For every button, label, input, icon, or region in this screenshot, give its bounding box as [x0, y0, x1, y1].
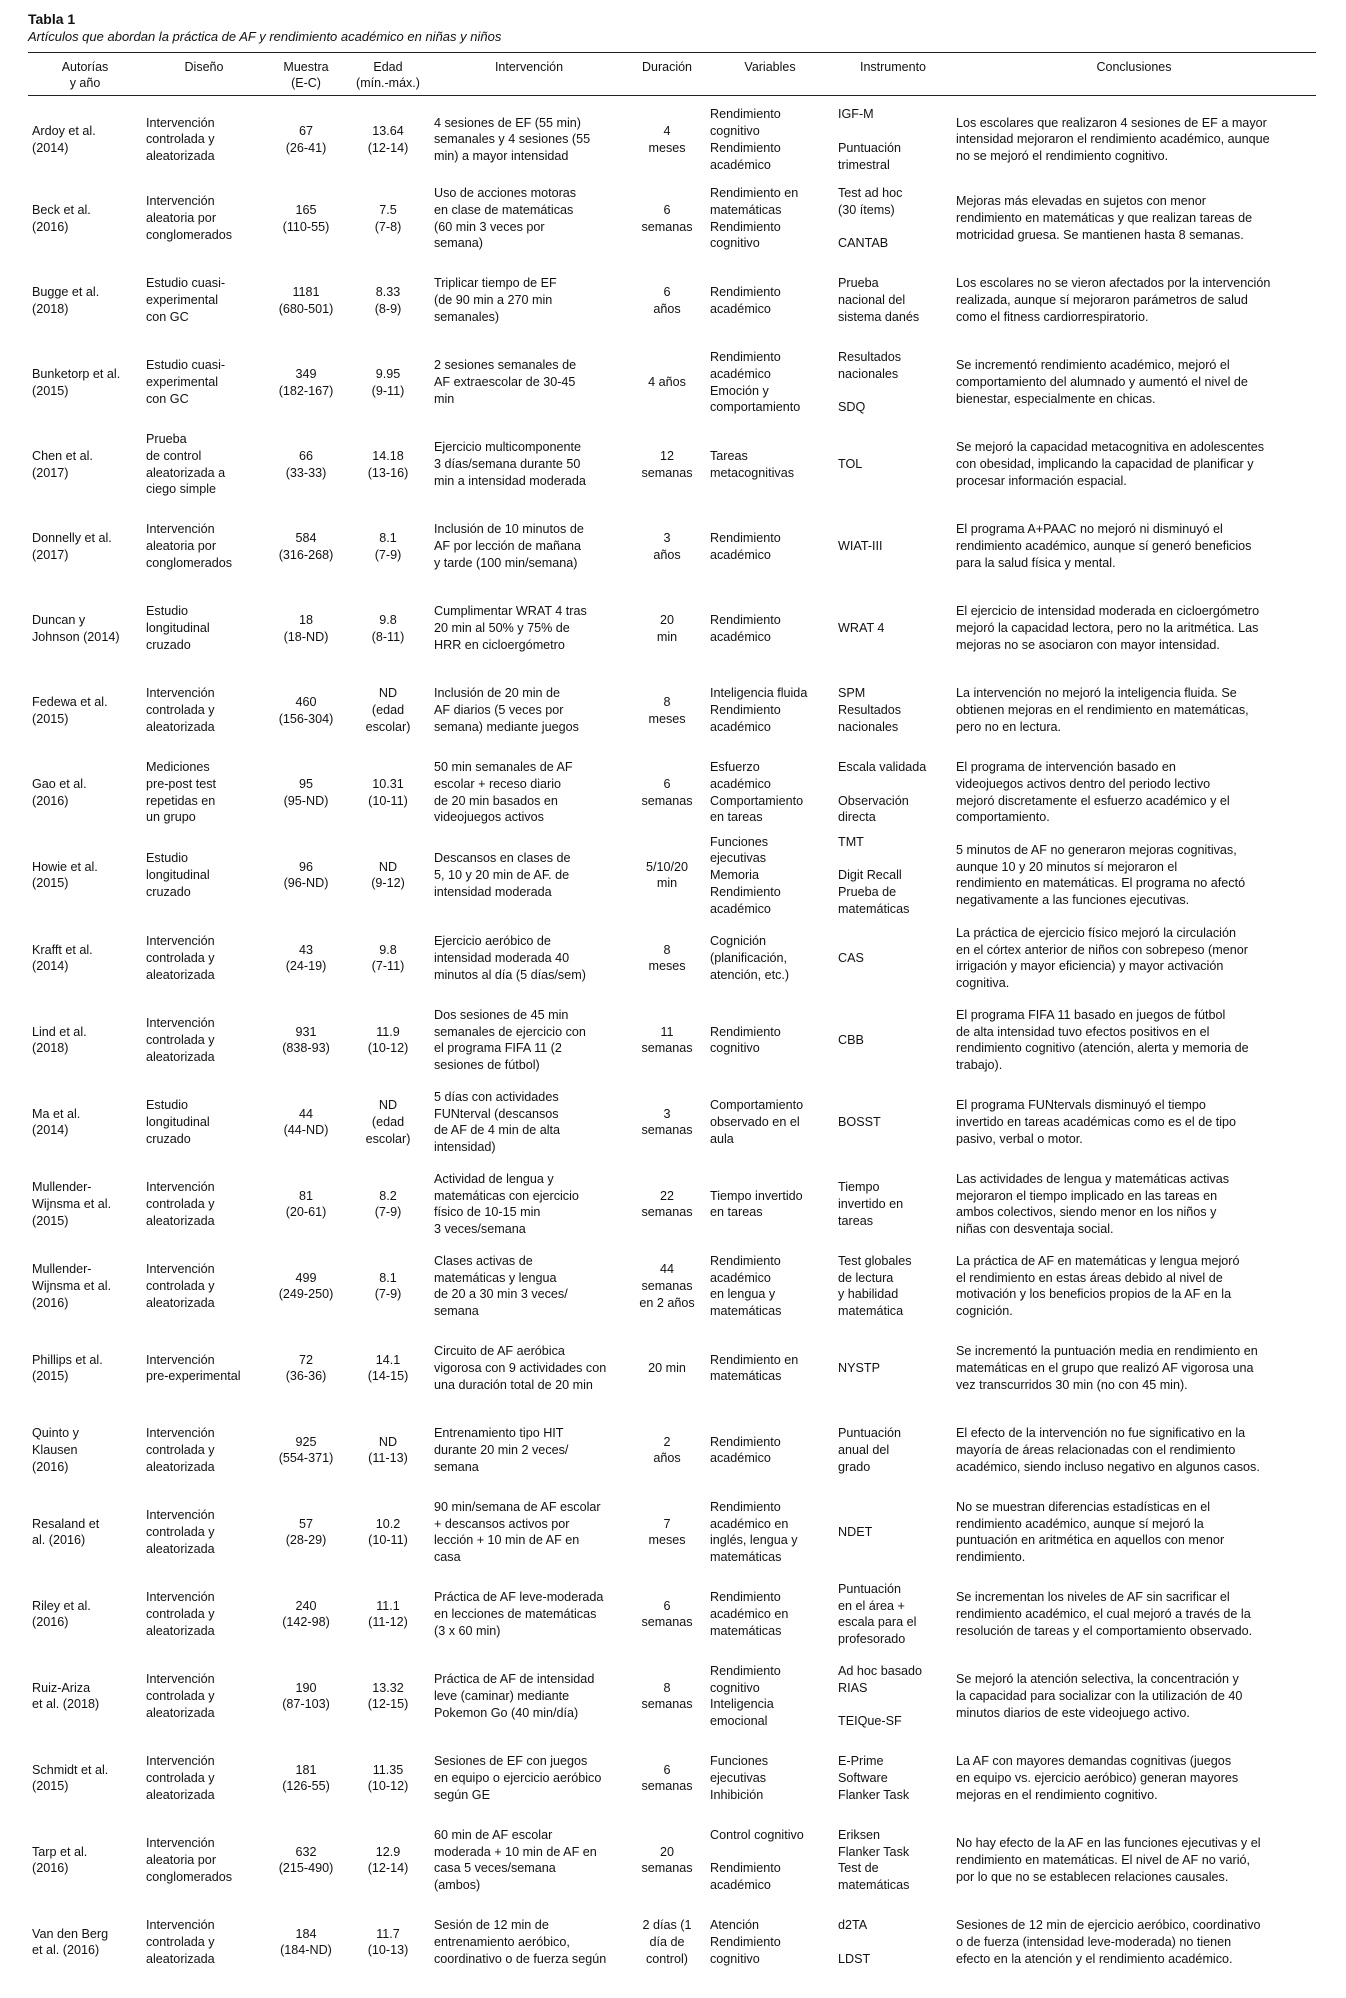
- header-row: [28, 53, 1316, 96]
- table-row: [28, 1327, 1316, 1409]
- cell-muestra: 499 (249-250): [278, 1270, 334, 1302]
- table-label: Tabla 1: [28, 11, 76, 27]
- header-edad: Edad (mín.-máx.): [346, 53, 430, 96]
- cell-conclusiones: El efecto de la intervención no fue significativo en la mayoría de áreas relacionadas con el rendimiento académico, siendo incluso negativo en algunos casos.: [956, 1426, 1260, 1474]
- cell-diseno: Estudio longitudinal cruzado: [146, 851, 210, 899]
- cell-muestra: 460 (156-304): [278, 694, 334, 726]
- table-row: [28, 1245, 1316, 1327]
- cell-autores: Mullender- Wijnsma et al. (2015): [32, 1180, 112, 1228]
- cell-edad: ND (9-12): [371, 859, 405, 891]
- cell-instrumento: E-Prime Software Flanker Task: [838, 1754, 910, 1802]
- cell-instrumento: TOL: [838, 457, 863, 472]
- cell-variables: Rendimiento académico: [710, 612, 781, 644]
- cell-diseno: Intervención controlada y aleatorizada: [146, 1016, 215, 1064]
- cell-diseno: Estudio cuasi- experimental con GC: [146, 358, 226, 406]
- header-intervencion: Intervención: [430, 53, 628, 96]
- cell-instrumento: NDET: [838, 1525, 873, 1540]
- cell-autores: Krafft et al. (2014): [32, 942, 93, 974]
- cell-variables: Cognición (planificación, atención, etc.): [710, 934, 790, 982]
- cell-conclusiones: Se incrementan los niveles de AF sin sacrificar el rendimiento académico, el cual mejoró a través de la resolución de tareas y el comportamiento observado.: [956, 1590, 1253, 1638]
- cell-duracion: 8 meses: [648, 942, 686, 974]
- cell-variables: Comportamiento observado en el aula: [710, 1098, 804, 1146]
- cell-diseno: Intervención controlada y aleatorizada: [146, 1590, 215, 1638]
- cell-diseno: Intervención controlada y aleatorizada: [146, 1262, 215, 1310]
- cell-edad: 11.9 (10-12): [367, 1024, 409, 1056]
- cell-diseno: Intervención controlada y aleatorizada: [146, 1918, 215, 1966]
- cell-duracion: 8 meses: [648, 694, 686, 726]
- table-row: [28, 1573, 1316, 1655]
- cell-variables: Rendimiento en matemáticas: [710, 1352, 799, 1384]
- cell-edad: 8.33 (8-9): [374, 284, 402, 316]
- cell-duracion: 44 semanas en 2 años: [639, 1262, 695, 1310]
- cell-muestra: 44 (44-ND): [283, 1106, 329, 1138]
- cell-conclusiones: La práctica de ejercicio físico mejoró la circulación en el córtex anterior de niños con sobrepeso (menor irrigación y mayor eficiencia) y mayor activación cognitiva.: [956, 925, 1248, 991]
- table-row: [28, 1655, 1316, 1737]
- cell-diseno: Intervención controlada y aleatorizada: [146, 1754, 215, 1802]
- cell-conclusiones: Las actividades de lengua y matemáticas activas mejoraron el tiempo implicado en las tareas en ambos colectivos, siendo menor en los niños y niñas con desventaja social.: [956, 1171, 1230, 1237]
- cell-instrumento: SPM Resultados nacionales: [838, 686, 902, 734]
- cell-edad: 13.32 (12-15): [367, 1680, 409, 1712]
- cell-intervencion: Sesiones de EF con juegos en equipo o ejercicio aeróbico según GE: [434, 1754, 602, 1802]
- table-row: [28, 752, 1316, 834]
- cell-duracion: 8 semanas: [641, 1680, 693, 1712]
- table-row: [28, 670, 1316, 752]
- cell-intervencion: Ejercicio aeróbico de intensidad moderada 40 minutos al día (5 días/sem): [434, 934, 586, 982]
- cell-variables: Control cognitivo Rendimiento académico: [710, 1827, 804, 1893]
- cell-edad: 9.8 (8-11): [371, 612, 405, 644]
- cell-conclusiones: Los escolares que realizaron 4 sesiones de EF a mayor intensidad mejoraron el rendimiento académico, aunque no se mejoró el rendimiento cognitivo.: [956, 115, 1270, 164]
- cell-duracion: 20 min: [648, 1361, 686, 1376]
- cell-muestra: 190 (87-103): [282, 1680, 330, 1712]
- cell-autores: Phillips et al. (2015): [32, 1352, 103, 1384]
- cell-autores: Howie et al. (2015): [32, 859, 98, 891]
- cell-instrumento: Puntuación anual del grado: [838, 1426, 902, 1474]
- cell-intervencion: 50 min semanales de AF escolar + receso diario de 20 min basados en videojuegos activos: [434, 759, 573, 825]
- table-row: [28, 834, 1316, 918]
- cell-intervencion: 5 días con actividades FUNterval (descansos de AF de 4 min de alta intensidad): [434, 1089, 561, 1155]
- table-row: [28, 999, 1316, 1081]
- cell-duracion: 2 años: [653, 1434, 681, 1466]
- cell-variables: Rendimiento académico: [710, 284, 781, 316]
- cell-conclusiones: La AF con mayores demandas cognitivas (juegos en equipo vs. ejercicio aeróbico) generan mayores mejoras en el rendimiento cognitivo.: [956, 1754, 1239, 1802]
- cell-muestra: 67 (26-41): [285, 123, 327, 155]
- cell-muestra: 181 (126-55): [282, 1762, 330, 1794]
- cell-conclusiones: Se mejoró la atención selectiva, la concentración y la capacidad para socializar con la utilización de 40 minutos diarios de este videojuego activo.: [956, 1672, 1243, 1720]
- table-row: [28, 1081, 1316, 1163]
- cell-intervencion: 60 min de AF escolar moderada + 10 min de AF en casa 5 veces/semana (ambos): [434, 1827, 597, 1893]
- cell-conclusiones: El programa FUNtervals disminuyó el tiempo invertido en tareas académicas como es el de tipo pasivo, verbal o motor.: [956, 1098, 1237, 1146]
- cell-edad: 14.18 (13-16): [367, 448, 409, 480]
- cell-instrumento: Test ad hoc (30 ítems) CANTAB: [838, 185, 903, 251]
- cell-edad: 10.31 (10-11): [368, 776, 408, 808]
- cell-autores: Ruiz-Ariza et al. (2018): [32, 1680, 100, 1712]
- cell-instrumento: Ad hoc basado RIAS TEIQue-SF: [838, 1663, 923, 1729]
- cell-conclusiones: 5 minutos de AF no generaron mejoras cognitivas, aunque 10 y 20 minutos sí mejoraron el rendimiento en matemáticas. El programa no afectó negativamente a las funciones ejecutivas.: [956, 842, 1246, 908]
- cell-intervencion: Uso de acciones motoras en clase de matemáticas (60 min 3 veces por semana): [434, 185, 577, 251]
- cell-variables: Tiempo invertido en tareas: [710, 1188, 803, 1220]
- cell-diseno: Estudio cuasi- experimental con GC: [146, 276, 226, 324]
- cell-diseno: Intervención aleatoria por conglomerados: [146, 522, 233, 570]
- cell-conclusiones: El ejercicio de intensidad moderada en cicloergómetro mejoró la capacidad lectora, pero no la aritmética. Las mejoras no se asociaron con mayor intensidad.: [956, 604, 1260, 652]
- cell-diseno: Intervención aleatoria por conglomerados: [146, 1836, 233, 1884]
- table-row: [28, 96, 1316, 178]
- cell-diseno: Intervención controlada y aleatorizada: [146, 1180, 215, 1228]
- cell-duracion: 2 días (1 día de control): [642, 1918, 692, 1966]
- cell-duracion: 5/10/20 min: [645, 859, 689, 891]
- cell-diseno: Intervención pre-experimental: [146, 1352, 241, 1384]
- cell-intervencion: 90 min/semana de AF escolar + descansos activos por lección + 10 min de AF en casa: [434, 1499, 601, 1565]
- cell-variables: Rendimiento académico Emoción y comportamiento: [710, 349, 801, 415]
- cell-instrumento: CBB: [838, 1033, 864, 1048]
- table-row: [28, 1163, 1316, 1245]
- cell-instrumento: Puntuación en el área + escala para el profesorado: [838, 1581, 917, 1647]
- cell-diseno: Intervención controlada y aleatorizada: [146, 934, 215, 982]
- cell-muestra: 632 (215-490): [278, 1844, 334, 1876]
- cell-conclusiones: No se muestran diferencias estadísticas en el rendimiento académico, aunque sí mejoró la puntuación en aritmética en aquellos con menor rendimiento.: [956, 1499, 1225, 1565]
- cell-duracion: 20 min: [656, 612, 678, 644]
- cell-instrumento: WIAT-III: [838, 539, 883, 554]
- cell-edad: 9.95 (9-11): [371, 366, 405, 398]
- table-row: [28, 1901, 1316, 1983]
- cell-autores: Lind et al. (2018): [32, 1024, 87, 1056]
- header-muestra: Muestra (E-C): [266, 53, 346, 96]
- cell-muestra: 96 (96-ND): [283, 859, 329, 891]
- cell-conclusiones: La intervención no mejoró la inteligencia fluida. Se obtienen mejoras en el rendimiento en matemáticas, pero no en lectura.: [956, 686, 1249, 734]
- cell-muestra: 240 (142-98): [282, 1598, 330, 1630]
- table-row: [28, 260, 1316, 342]
- cell-variables: Rendimiento cognitivo Rendimiento académico: [710, 107, 781, 172]
- cell-diseno: Estudio longitudinal cruzado: [146, 1098, 210, 1146]
- cell-instrumento: d2TA LDST: [838, 1918, 871, 1966]
- table-row: [28, 1737, 1316, 1819]
- cell-intervencion: Entrenamiento tipo HIT durante 20 min 2 veces/ semana: [434, 1426, 569, 1474]
- cell-intervencion: Descansos en clases de 5, 10 y 20 min de AF. de intensidad moderada: [434, 851, 571, 899]
- cell-autores: Duncan y Johnson (2014): [32, 612, 120, 644]
- cell-instrumento: Eriksen Flanker Task Test de matemáticas: [838, 1827, 910, 1893]
- cell-intervencion: Ejercicio multicomponente 3 días/semana durante 50 min a intensidad moderada: [434, 440, 586, 488]
- cell-autores: Ma et al. (2014): [32, 1106, 81, 1138]
- cell-conclusiones: El programa A+PAAC no mejoró ni disminuyó el rendimiento académico, aunque sí generó beneficios para la salud física y mental.: [956, 522, 1252, 570]
- cell-instrumento: TMT Digit Recall Prueba de matemáticas: [838, 834, 910, 916]
- cell-diseno: Mediciones pre-post test repetidas en un grupo: [146, 759, 216, 825]
- cell-conclusiones: Sesiones de 12 min de ejercicio aeróbico, coordinativo o de fuerza (intensidad leve-moderada) no tienen efecto en la atención y el rendimiento académico.: [956, 1918, 1261, 1966]
- table-row: [28, 1491, 1316, 1573]
- cell-variables: Funciones ejecutivas Inhibición: [710, 1754, 769, 1802]
- cell-edad: 11.35 (10-12): [367, 1762, 409, 1794]
- cell-intervencion: Práctica de AF de intensidad leve (caminar) mediante Pokemon Go (40 min/día): [434, 1672, 595, 1720]
- cell-autores: Chen et al. (2017): [32, 448, 93, 480]
- cell-diseno: Prueba de control aleatorizada a ciego simple: [146, 431, 226, 497]
- table-row: [28, 1409, 1316, 1491]
- cell-variables: Tareas metacognitivas: [710, 448, 794, 480]
- cell-instrumento: IGF-M Puntuación trimestral: [838, 107, 902, 172]
- cell-variables: Esfuerzo académico Comportamiento en tareas: [710, 759, 804, 825]
- cell-intervencion: Clases activas de matemáticas y lengua de 20 a 30 min 3 veces/ semana: [434, 1253, 568, 1319]
- header-diseno: Diseño: [142, 53, 266, 96]
- cell-muestra: 931 (838-93): [282, 1024, 330, 1056]
- cell-duracion: 3 años: [653, 530, 681, 562]
- header-instrumento: Instrumento: [834, 53, 952, 96]
- cell-edad: 8.2 (7-9): [374, 1188, 402, 1220]
- table-caption: Artículos que abordan la práctica de AF y rendimiento académico en niñas y niños: [28, 29, 502, 44]
- cell-duracion: 11 semanas: [641, 1024, 693, 1056]
- cell-edad: 9.8 (7-11): [371, 942, 405, 974]
- cell-intervencion: Sesión de 12 min de entrenamiento aeróbico, coordinativo o de fuerza según: [434, 1918, 607, 1966]
- cell-autores: Donnelly et al. (2017): [32, 530, 112, 562]
- cell-muestra: 184 (184-ND): [280, 1926, 332, 1958]
- cell-autores: Van den Berg et al. (2016): [32, 1926, 109, 1958]
- cell-autores: Riley et al. (2016): [32, 1598, 91, 1630]
- cell-variables: Funciones ejecutivas Memoria Rendimiento académico: [710, 834, 781, 916]
- cell-diseno: Intervención controlada y aleatorizada: [146, 686, 215, 734]
- cell-instrumento: CAS: [838, 951, 864, 966]
- cell-variables: Rendimiento académico: [710, 530, 781, 562]
- cell-muestra: 95 (95-ND): [283, 776, 329, 808]
- cell-conclusiones: El programa FIFA 11 basado en juegos de fútbol de alta intensidad tuvo efectos positivos en el rendimiento cognitivo (atención, alerta y memoria de trabajo).: [956, 1007, 1249, 1073]
- cell-duracion: 6 semanas: [641, 1598, 693, 1630]
- cell-conclusiones: Se incrementó la puntuación media en rendimiento en matemáticas en el grupo que realizó AF vigorosa una vez transcurridos 30 min (no con 45 min).: [956, 1344, 1258, 1392]
- cell-instrumento: Resultados nacionales SDQ: [838, 349, 902, 415]
- cell-muestra: 925 (554-371): [278, 1434, 334, 1466]
- cell-conclusiones: La práctica de AF en matemáticas y lengua mejoró el rendimiento en estas áreas debido al nivel de motivación y los beneficios propios de la AF en la cognición.: [956, 1253, 1240, 1319]
- cell-autores: Bugge et al. (2018): [32, 284, 100, 316]
- cell-autores: Schmidt et al. (2015): [32, 1762, 109, 1794]
- cell-instrumento: WRAT 4: [838, 621, 885, 636]
- cell-muestra: 81 (20-61): [285, 1188, 327, 1220]
- cell-autores: Fedewa et al. (2015): [32, 694, 108, 726]
- cell-muestra: 72 (36-36): [285, 1352, 327, 1384]
- cell-intervencion: Práctica de AF leve-moderada en lecciones de matemáticas (3 x 60 min): [434, 1590, 604, 1638]
- table-row: [28, 506, 1316, 588]
- cell-intervencion: Actividad de lengua y matemáticas con ejercicio físico de 10-15 min 3 veces/semana: [434, 1171, 579, 1237]
- cell-edad: 14.1 (14-15): [367, 1352, 409, 1384]
- cell-autores: Resaland et al. (2016): [32, 1516, 100, 1548]
- cell-instrumento: Test globales de lectura y habilidad matemática: [838, 1253, 912, 1319]
- table-row: [28, 342, 1316, 424]
- articles-table: [28, 52, 1316, 1983]
- cell-muestra: 43 (24-19): [285, 942, 327, 974]
- cell-variables: Rendimiento académico en lengua y matemáticas: [710, 1253, 782, 1319]
- cell-edad: 11.1 (11-12): [368, 1598, 408, 1630]
- cell-duracion: 4 meses: [648, 123, 686, 155]
- cell-edad: 11.7 (10-13): [367, 1926, 409, 1958]
- cell-diseno: Intervención controlada y aleatorizada: [146, 1426, 215, 1474]
- cell-variables: Rendimiento académico en inglés, lengua y matemáticas: [710, 1499, 798, 1565]
- cell-duracion: 3 semanas: [641, 1106, 693, 1138]
- cell-edad: 8.1 (7-9): [374, 1270, 402, 1302]
- cell-intervencion: 2 sesiones semanales de AF extraescolar de 30-45 min: [434, 358, 577, 406]
- cell-instrumento: Escala validada Observación directa: [838, 759, 927, 825]
- table-row: [28, 1819, 1316, 1901]
- header-variables: Variables: [706, 53, 834, 96]
- cell-conclusiones: Los escolares no se vieron afectados por la intervención realizada, aunque sí mejoraron parámetros de salud como el fitness cardiorrespiratorio.: [956, 276, 1271, 324]
- cell-variables: Rendimiento cognitivo Inteligencia emocional: [710, 1663, 781, 1729]
- cell-edad: 13.64 (12-14): [367, 123, 409, 155]
- cell-muestra: 57 (28-29): [285, 1516, 327, 1548]
- table-row: [28, 424, 1316, 506]
- cell-conclusiones: El programa de intervención basado en videojuegos activos dentro del periodo lectivo mejoró discretamente el esfuerzo académico y el comportamiento.: [956, 759, 1230, 825]
- cell-muestra: 18 (18-ND): [283, 612, 329, 644]
- cell-instrumento: BOSST: [838, 1115, 881, 1130]
- cell-duracion: 22 semanas: [641, 1188, 693, 1220]
- cell-duracion: 6 semanas: [641, 1762, 693, 1794]
- cell-muestra: 66 (33-33): [285, 448, 327, 480]
- cell-muestra: 1181 (680-501): [278, 284, 334, 316]
- cell-edad: 7.5 (7-8): [374, 202, 402, 234]
- cell-conclusiones: Mejoras más elevadas en sujetos con menor rendimiento en matemáticas y que realizan tareas de motricidad gruesa. Se mantienen hasta 8 semanas.: [956, 194, 1253, 242]
- cell-variables: Rendimiento académico: [710, 1434, 781, 1466]
- cell-duracion: 7 meses: [648, 1516, 686, 1548]
- cell-autores: Gao et al. (2016): [32, 776, 87, 808]
- table-row: [28, 588, 1316, 670]
- cell-muestra: 349 (182-167): [278, 366, 334, 398]
- document: [28, 10, 1316, 1983]
- cell-variables: Rendimiento en matemáticas Rendimiento cognitivo: [710, 185, 799, 251]
- cell-intervencion: 4 sesiones de EF (55 min) semanales y 4 sesiones (55 min) a mayor intensidad: [434, 115, 591, 164]
- cell-intervencion: Triplicar tiempo de EF (de 90 min a 270 min semanales): [434, 276, 557, 324]
- cell-edad: ND (11-13): [368, 1434, 408, 1466]
- cell-instrumento: Tiempo invertido en tareas: [838, 1180, 904, 1228]
- cell-intervencion: Inclusión de 10 minutos de AF por lección de mañana y tarde (100 min/semana): [434, 522, 584, 570]
- cell-diseno: Intervención controlada y aleatorizada: [146, 115, 215, 164]
- cell-autores: Quinto y Klausen (2016): [32, 1426, 79, 1474]
- cell-diseno: Intervención aleatoria por conglomerados: [146, 194, 233, 242]
- cell-autores: Bunketorp et al. (2015): [32, 366, 121, 398]
- cell-edad: 10.2 (10-11): [368, 1516, 408, 1548]
- cell-diseno: Intervención controlada y aleatorizada: [146, 1508, 215, 1556]
- cell-conclusiones: Se mejoró la capacidad metacognitiva en adolescentes con obesidad, implicando la capacidad de planificar y procesar información espacial.: [956, 440, 1265, 488]
- cell-duracion: 4 años: [648, 375, 686, 390]
- cell-intervencion: Dos sesiones de 45 min semanales de ejercicio con el programa FIFA 11 (2 sesiones de fútbol): [434, 1007, 586, 1073]
- cell-intervencion: Inclusión de 20 min de AF diarios (5 veces por semana) mediante juegos: [434, 686, 579, 734]
- cell-duracion: 20 semanas: [641, 1844, 693, 1876]
- cell-edad: 12.9 (12-14): [367, 1844, 409, 1876]
- cell-diseno: Intervención controlada y aleatorizada: [146, 1672, 215, 1720]
- cell-variables: Atención Rendimiento cognitivo: [710, 1918, 781, 1966]
- cell-variables: Rendimiento académico en matemáticas: [710, 1590, 789, 1638]
- cell-intervencion: Circuito de AF aeróbica vigorosa con 9 actividades con una duración total de 20 min: [434, 1344, 607, 1392]
- cell-muestra: 584 (316-268): [278, 530, 334, 562]
- cell-conclusiones: Se incrementó rendimiento académico, mejoró el comportamiento del alumnado y aumentó el nivel de bienestar, especialmente en chicas.: [956, 358, 1248, 406]
- cell-instrumento: Prueba nacional del sistema danés: [838, 276, 920, 324]
- cell-edad: 8.1 (7-9): [374, 530, 402, 562]
- cell-autores: Ardoy et al. (2014): [32, 123, 96, 155]
- cell-autores: Beck et al. (2016): [32, 202, 91, 234]
- cell-duracion: 6 semanas: [641, 202, 693, 234]
- table-row: [28, 178, 1316, 260]
- table-row: [28, 917, 1316, 999]
- table-body: [28, 96, 1316, 1984]
- cell-duracion: 12 semanas: [641, 448, 693, 480]
- cell-instrumento: NYSTP: [838, 1361, 880, 1376]
- cell-duracion: 6 semanas: [641, 776, 693, 808]
- cell-edad: ND (edad escolar): [365, 1098, 411, 1146]
- cell-autores: Mullender- Wijnsma et al. (2016): [32, 1262, 112, 1310]
- cell-intervencion: Cumplimentar WRAT 4 tras 20 min al 50% y 75% de HRR en cicloergómetro: [434, 604, 587, 652]
- cell-muestra: 165 (110-55): [282, 202, 330, 234]
- header-duracion: Duración: [628, 53, 706, 96]
- cell-edad: ND (edad escolar): [365, 686, 411, 734]
- cell-duracion: 6 años: [653, 284, 681, 316]
- cell-conclusiones: No hay efecto de la AF en las funciones ejecutivas y el rendimiento en matemáticas. El nivel de AF no varió, por lo que no se establecen relaciones causales.: [956, 1836, 1261, 1884]
- cell-variables: Rendimiento cognitivo: [710, 1024, 781, 1056]
- cell-diseno: Estudio longitudinal cruzado: [146, 604, 210, 652]
- header-autores: Autorías y año: [28, 53, 142, 96]
- cell-autores: Tarp et al. (2016): [32, 1844, 88, 1876]
- header-conclusiones: Conclusiones: [952, 53, 1316, 96]
- cell-variables: Inteligencia fluida Rendimiento académico: [710, 686, 808, 734]
